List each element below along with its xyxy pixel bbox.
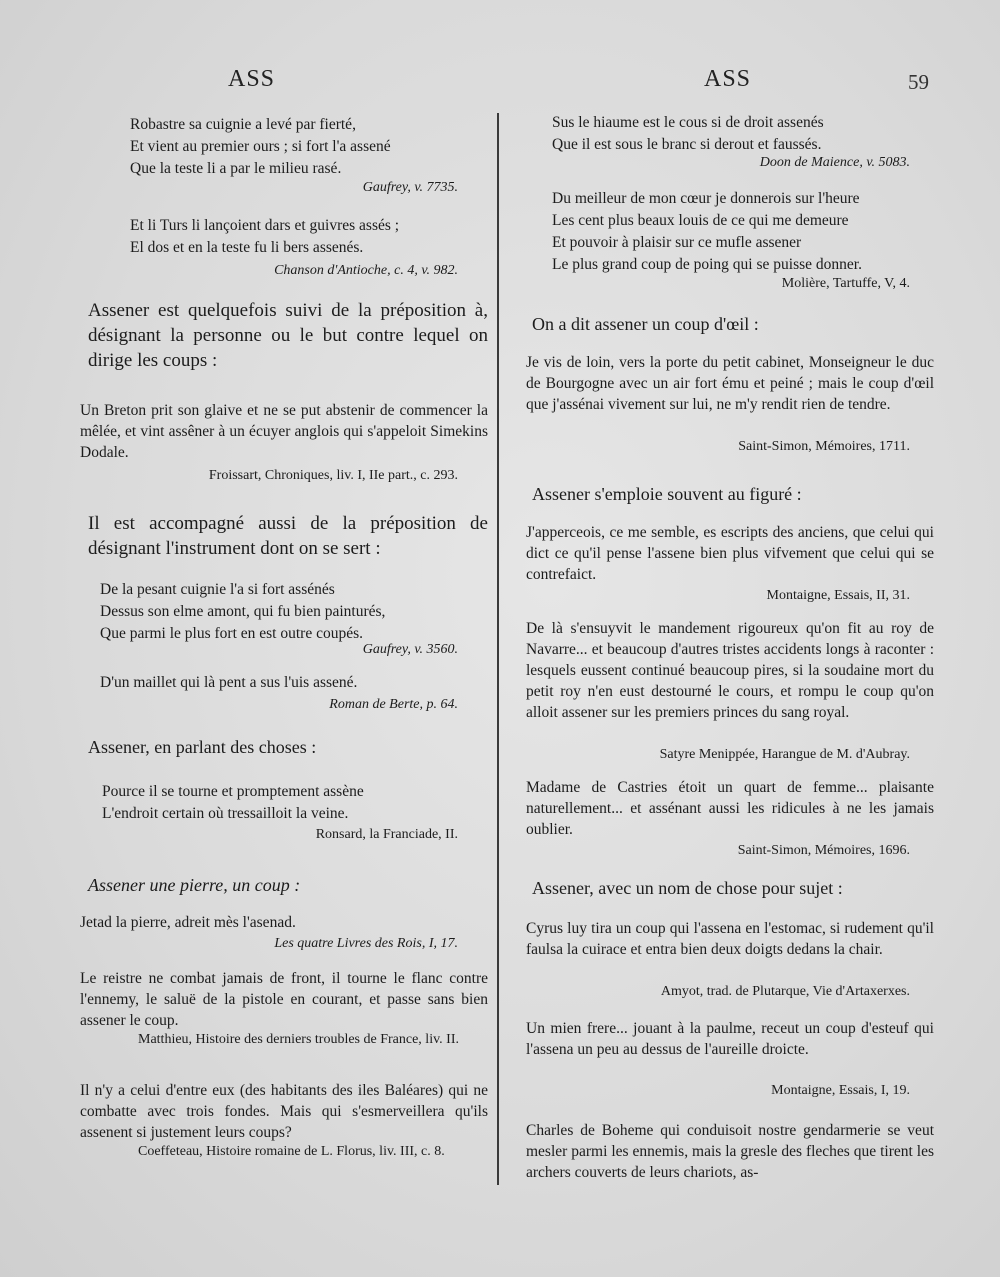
citation: Saint-Simon, Mémoires, 1711. [738,439,910,454]
verse-line: El dos et en la teste fu li bers assenés. [130,239,364,256]
verse-line: Dessus son elme amont, qui fu bien painturés, [100,603,386,620]
verse-line: Et pouvoir à plaisir sur ce mufle assener [552,234,802,251]
citation: Ronsard, la Franciade, II. [315,827,458,842]
verse-line: Et li Turs li lançoient dars et guivres assés ; [130,217,400,234]
citation: Coeffeteau, Histoire romaine de L. Florus, liv. III, c. 8. [138,1144,445,1159]
prose-quote: Madame de Castries étoit un quart de femme... plaisante naturellement... et assénant aussi les ridicules à ne les jamais oublier. [526,779,934,838]
verse-line: Robastre sa cuignie a levé par fierté, [130,116,356,133]
verse-line: Que parmi le plus fort en est outre coupés. [100,625,363,642]
section-heading: Assener, avec un nom de chose pour sujet : [532,878,843,898]
verse-line: Le plus grand coup de poing qui se puisse donner. [552,256,862,273]
citation: Montaigne, Essais, II, 31. [766,588,910,603]
citation: Montaigne, Essais, I, 19. [771,1083,910,1098]
prose-quote: Je vis de loin, vers la porte du petit cabinet, Monseigneur le duc de Bourgogne avec un air fort ému et peiné ; mais le coup d'œil que j'assénai vivement sur lui, ne m'y rendit rien de tendre. [526,354,934,413]
citation: Gaufrey, v. 7735. [362,180,458,195]
citation: Roman de Berte, p. 64. [329,697,458,712]
verse-quote [552,112,824,156]
citation: Chanson d'Antioche, c. 4, v. 982. [274,263,458,278]
verse-line: Et vient au premier ours ; si fort l'a assené [130,138,391,155]
prose-quote: Il n'y a celui d'entre eux (des habitants des iles Baléares) qui ne combatte avec trois fondes. Mais qui s'esmerveillera qu'ils assenent si justement leurs coups? [80,1082,488,1141]
verse-line: Les cent plus beaux louis de ce qui me demeure [552,212,849,229]
verse-quote [100,672,357,694]
prose-quote: Un Breton prit son glaive et ne se put abstenir de commencer la mêlée, et vint assêner à un écuyer anglois qui s'appeloit Simekins Dodale. [80,402,488,461]
verse-line: Que la teste li a par le milieu rasé. [130,160,342,177]
section-heading: Assener est quelquefois suivi de la préposition à, désignant la personne ou le but contre lequel on dirige les coups : [88,300,488,371]
verse-line: Jetad la pierre, adreit mès l'asenad. [80,914,296,931]
citation: Gaufrey, v. 3560. [362,642,458,657]
prose-quote: Cyrus luy tira un coup qui l'assena en l'estomac, si rudement qu'il faulsa la cuirace et entra bien deux doigts dedans la chair. [526,920,934,958]
verse-quote [80,912,296,934]
citation: Froissart, Chroniques, liv. I, IIe part., c. 293. [208,468,458,483]
verse-line: Que il est sous le branc si derout et faussés. [552,136,822,153]
section-heading: On a dit assener un coup d'œil : [532,314,759,334]
prose-quote: Le reistre ne combat jamais de front, il tourne le flanc contre l'ennemy, le saluë de la pistole en courant, et passe sans bien assener le coup. [80,970,488,1029]
verse-line: Pource il se tourne et promptement assène [102,783,364,800]
verse-line: D'un maillet qui là pent a sus l'uis assené. [100,674,358,691]
section-heading: Il est accompagné aussi de la préposition de désignant l'instrument dont on se sert : [88,513,488,559]
citation: Satyre Menippée, Harangue de M. d'Aubray. [659,747,910,762]
verse-quote [102,781,364,825]
section-heading: Assener, en parlant des choses : [88,737,317,757]
prose-quote: De là s'ensuyvit le mandement rigoureux qu'on fit au roy de Navarre... et beaucoup d'autres tristes accidents longs à raconter : lesquels eussent continué beaucoup pires, si la soudaine mort du petit roy n'en eust destourné le cours, et rompu le coup qu'on alloit assener sur les premiers princes du sang royal. [526,620,934,721]
verse-quote [552,188,862,276]
citation: Les quatre Livres des Rois, I, 17. [274,936,458,951]
prose-quote: Un mien frere... jouant à la paulme, receut un coup d'esteuf qui l'assena un peu au dessus de l'aureille droicte. [526,1020,934,1058]
verse-line: Sus le hiaume est le cous si de droit assenés [552,114,824,131]
running-head-left: ASS [228,66,276,92]
verse-line: De la pesant cuignie l'a si fort assénés [100,581,335,598]
citation: Doon de Maience, v. 5083. [759,155,910,170]
column-divider [497,113,499,1185]
citation: Matthieu, Histoire des derniers troubles de France, liv. II. [138,1032,460,1047]
verse-quote [100,579,385,645]
verse-quote [130,114,391,180]
citation: Amyot, trad. de Plutarque, Vie d'Artaxerxes. [660,984,910,999]
verse-line: L'endroit certain où tressailloit la veine. [102,805,349,822]
verse-line: Du meilleur de mon cœur je donnerois sur l'heure [552,190,860,207]
page-number: 59 [908,70,929,94]
section-heading: Assener s'emploie souvent au figuré : [532,484,802,504]
citation: Molière, Tartuffe, V, 4. [781,276,910,291]
prose-quote: J'apperceois, ce me semble, es escripts des anciens, que celui qui dict ce qu'il pense l'assene bien plus vifvement que celui qui se contrefaict. [526,524,934,583]
section-heading: Assener une pierre, un coup : [88,875,301,895]
citation: Saint-Simon, Mémoires, 1696. [737,843,910,858]
prose-quote: Charles de Boheme qui conduisoit nostre gendarmerie se veut mesler parmi les ennemis, mais la gresle des fleches que tirent les archers couverts de leurs chariots, as- [526,1122,934,1181]
verse-quote [130,215,399,259]
running-head-right: ASS [704,66,752,92]
